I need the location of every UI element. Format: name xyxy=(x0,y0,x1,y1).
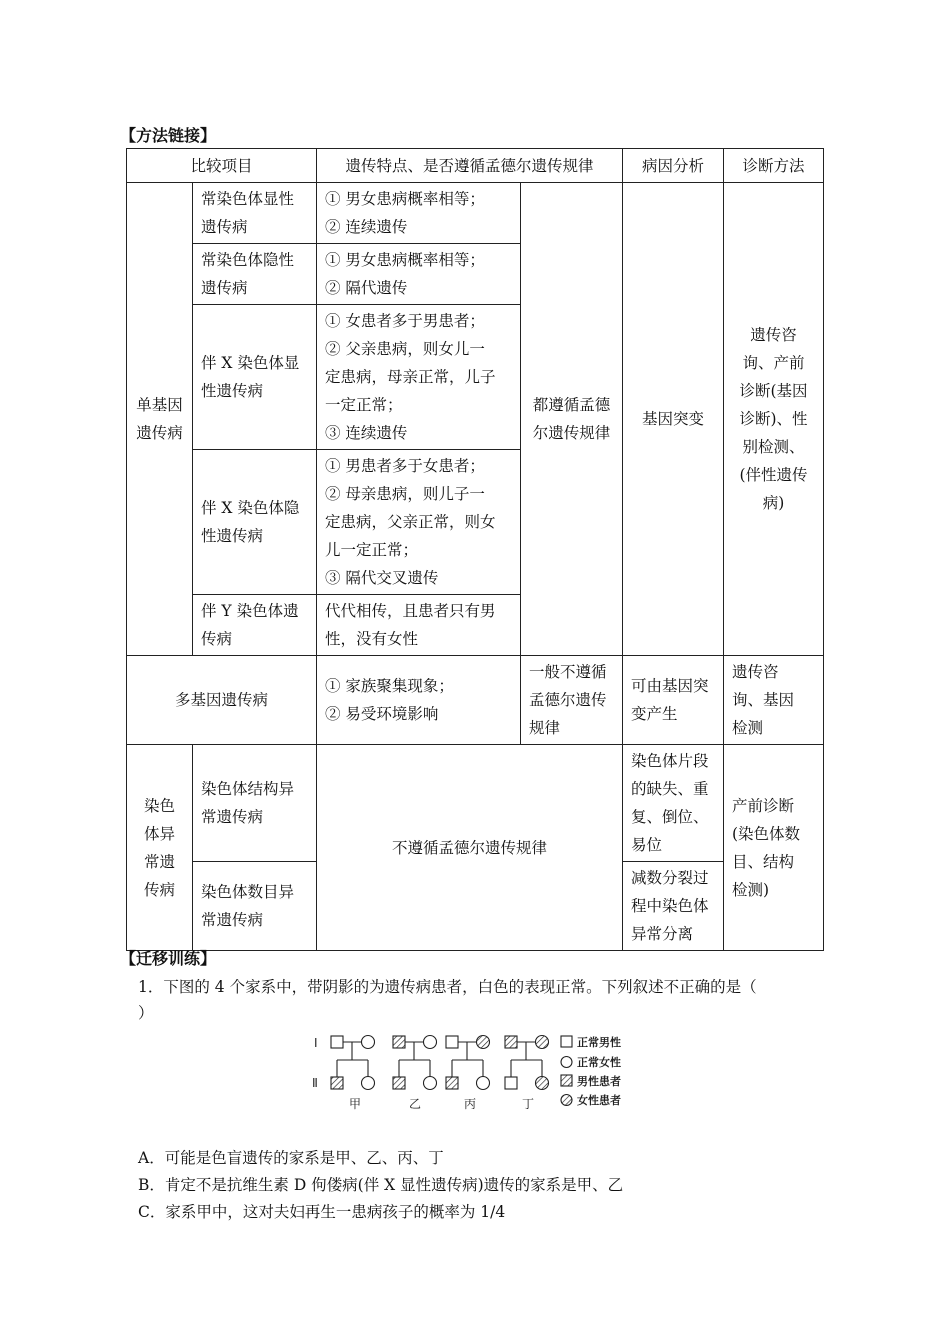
chromosome-number-cause: 减数分裂过 程中染色体 异常分离 xyxy=(623,862,724,951)
legend-male-patient-icon xyxy=(561,1075,572,1086)
header-diagnosis: 诊断方法 xyxy=(724,149,824,183)
method-heading: 【方法链接】 xyxy=(120,126,217,145)
disease-traits: ① 女患者多于男患者； ② 父亲患病，则女儿一 定患病，母亲正常，儿子 一定正常； ③ 连续遗传 xyxy=(317,305,521,450)
polygenic-cause: 可由基因突 变产生 xyxy=(623,656,724,745)
chromosome-structure-name: 染色体结构异 常遗传病 xyxy=(193,745,317,862)
legend-normal-female: 正常女性 xyxy=(577,1056,621,1069)
legend-male-patient: 男性患者 xyxy=(577,1075,621,1088)
chromosome-structure-cause: 染色体片段 的缺失、重 复、倒位、 易位 xyxy=(623,745,724,862)
single-gene-mendel: 都遵循孟德 尔遗传规律 xyxy=(521,183,623,656)
disease-name: 伴 X 染色体显 性遗传病 xyxy=(193,305,317,450)
gen2-label: Ⅱ xyxy=(312,1076,318,1090)
family2-label: 乙 xyxy=(409,1097,422,1111)
polygenic-mendel: 一般不遵循 孟德尔遗传 规律 xyxy=(521,656,623,745)
family2-daughter xyxy=(424,1077,437,1090)
family1-father xyxy=(331,1036,343,1048)
disease-traits: ① 男女患病概率相等； ② 连续遗传 xyxy=(317,183,521,244)
family3-mother xyxy=(477,1036,490,1049)
option-a: A．可能是色盲遗传的家系是甲、乙、丙、丁 xyxy=(138,1149,444,1167)
polygenic-name: 多基因遗传病 xyxy=(127,656,317,745)
disease-name: 伴 X 染色体隐 性遗传病 xyxy=(193,450,317,595)
family3-label: 丙 xyxy=(464,1097,477,1111)
legend-female-patient: 女性患者 xyxy=(577,1094,621,1107)
header-compare-item: 比较项目 xyxy=(127,149,317,183)
question-stem-line1: 1．下图的 4 个家系中，带阴影的为遗传病患者，白色的表现正常。下列叙述不正确的是（ xyxy=(138,978,757,996)
header-traits: 遗传特点、是否遵循孟德尔遗传规律 xyxy=(317,149,623,183)
family4-mother xyxy=(536,1036,549,1049)
comparison-table xyxy=(126,148,824,951)
single-gene-group-label: 单基因 遗传病 xyxy=(127,183,193,656)
family4-daughter xyxy=(536,1077,549,1090)
family2-father xyxy=(393,1036,405,1048)
family3-son xyxy=(446,1077,458,1089)
legend-normal-female-icon xyxy=(561,1057,572,1068)
legend-female-patient-icon xyxy=(561,1095,572,1106)
family3-father xyxy=(446,1036,458,1048)
family1-son xyxy=(331,1077,343,1089)
family3-daughter xyxy=(477,1077,490,1090)
gen1-label: Ⅰ xyxy=(314,1036,318,1050)
chromosomal-mendel: 不遵循孟德尔遗传规律 xyxy=(317,745,623,951)
legend-normal-male-icon xyxy=(561,1036,572,1047)
legend-normal-male: 正常男性 xyxy=(577,1036,621,1049)
polygenic-traits: ① 家族聚集现象； ② 易受环境影响 xyxy=(317,656,521,745)
family4-father xyxy=(505,1036,517,1048)
family2-mother xyxy=(424,1036,437,1049)
option-b: B．肯定不是抗维生素 D 佝偻病(伴 X 显性遗传病)遗传的家系是甲、乙 xyxy=(138,1176,624,1194)
header-cause: 病因分析 xyxy=(623,149,724,183)
disease-traits: ① 男女患病概率相等； ② 隔代遗传 xyxy=(317,244,521,305)
family2-son xyxy=(393,1077,405,1089)
pedigree-figure xyxy=(312,1030,642,1112)
disease-name: 常染色体显性 遗传病 xyxy=(193,183,317,244)
polygenic-diagnosis: 遗传咨 询、基因 检测 xyxy=(724,656,824,745)
chromosome-number-name: 染色体数目异 常遗传病 xyxy=(193,862,317,951)
family1-mother xyxy=(362,1036,375,1049)
single-gene-cause: 基因突变 xyxy=(623,183,724,656)
chromosomal-diagnosis: 产前诊断 (染色体数 目、结构 检测) xyxy=(724,745,824,951)
family4-son xyxy=(505,1077,517,1089)
question-stem-line2: ） xyxy=(138,1004,154,1022)
single-gene-diagnosis: 遗传咨 询、产前 诊断(基因 诊断)、性 别检测、 (伴性遗传 病) xyxy=(724,183,824,656)
disease-name: 常染色体隐性 遗传病 xyxy=(193,244,317,305)
family1-label: 甲 xyxy=(349,1097,362,1111)
option-c: C．家系甲中，这对夫妇再生一患病孩子的概率为 1/4 xyxy=(138,1203,506,1221)
disease-traits: 代代相传，且患者只有男 性，没有女性 xyxy=(317,595,521,656)
chromosomal-group-label: 染色 体异 常遗 传病 xyxy=(127,745,193,951)
family4-label: 丁 xyxy=(522,1097,535,1111)
disease-name: 伴 Y 染色体遗 传病 xyxy=(193,595,317,656)
disease-traits: ① 男患者多于女患者； ② 母亲患病，则儿子一 定患病，父亲正常，则女 儿一定正常； ③ 隔代交叉遗传 xyxy=(317,450,521,595)
transfer-heading: 【迁移训练】 xyxy=(120,949,217,968)
family1-daughter xyxy=(362,1077,375,1090)
